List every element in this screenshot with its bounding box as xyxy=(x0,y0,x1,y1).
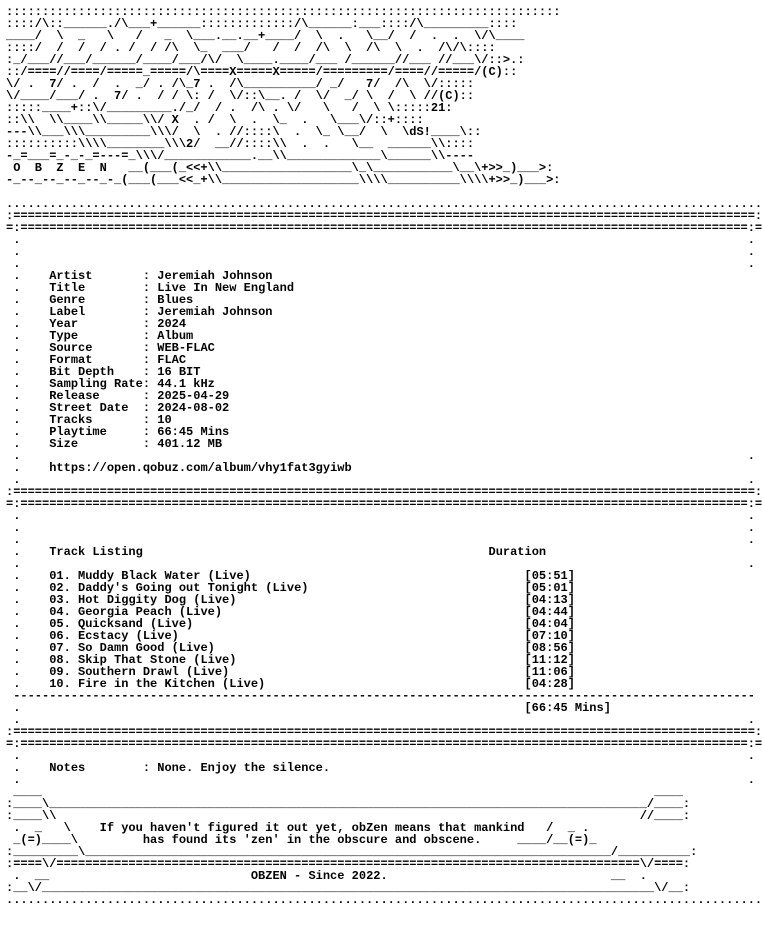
track-duration: [05:01] xyxy=(524,581,575,595)
track-row: . 10. Fire in the Kitchen (Live) [04:28] xyxy=(6,677,575,691)
track-duration: [04:28] xyxy=(524,677,575,691)
track-title: Ecstacy (Live) xyxy=(78,629,179,643)
release-field-label: Sampling Rate xyxy=(49,377,143,391)
banner-line: \/ . 7/ . / . _/ . /\_7 . /\__________/ _/ 7/ /\ \/::::: xyxy=(6,77,475,91)
release-field-label: Tracks xyxy=(49,413,143,427)
banner-line: ---\\___\\\_________\\\/ \ . //::::\ . \_ \__/ \ \dS!____\:: xyxy=(6,125,482,139)
release-field-label: Title xyxy=(49,281,143,295)
release-info-row: . Format : FLAC xyxy=(6,353,187,367)
track-number: 05. xyxy=(49,617,71,631)
track-number: 09. xyxy=(49,665,71,679)
banner-line: ____/ \ _ \ / _ \___.__.__+____/ \ . \__/ / . . \/\____ xyxy=(6,29,525,43)
track-number: 10. xyxy=(49,677,71,691)
banner-line: \/____/___/ . 7/ . / / \: / \/::\__. / \/ _/ \ / \ //(C):: xyxy=(6,89,475,103)
track-number: 04. xyxy=(49,605,71,619)
release-field-label: Size xyxy=(49,437,143,451)
track-row: . 05. Quicksand (Live) [04:04] xyxy=(6,617,575,631)
release-field-value: 66:45 Mins xyxy=(157,425,230,439)
track-number: 01. xyxy=(49,569,71,583)
release-info-row: . Year : 2024 xyxy=(6,317,187,331)
banner-line: -_=___=_-_-_=---=_\\\/____________.__\\_____________\______\\---- xyxy=(6,149,475,163)
release-field-label: Street Date xyxy=(49,401,143,415)
release-field-value: Album xyxy=(157,329,194,343)
release-field-label: Bit Depth xyxy=(49,365,143,379)
track-title: Skip That Stone (Live) xyxy=(78,653,237,667)
release-field-value: WEB-FLAC xyxy=(157,341,215,355)
track-number: 08. xyxy=(49,653,71,667)
release-field-value: 16 BIT xyxy=(157,365,201,379)
track-duration: [08:56] xyxy=(524,641,575,655)
track-title: Hot Diggity Dog (Live) xyxy=(78,593,237,607)
release-info-row: . Tracks : 10 xyxy=(6,413,172,427)
banner-line: ::\\ \\____\\_____\\/ X . / \ . \_ . \___\/::+:::: xyxy=(6,113,424,127)
release-field-label: Label xyxy=(49,305,143,319)
track-row: . 01. Muddy Black Water (Live) [05:51] xyxy=(6,569,575,583)
release-info-row: . Playtime : 66:45 Mins xyxy=(6,425,230,439)
release-field-label: Artist xyxy=(49,269,143,283)
track-row: . 08. Skip That Stone (Live) [11:12] xyxy=(6,653,575,667)
track-duration: [04:44] xyxy=(524,605,575,619)
release-field-label: Year xyxy=(49,317,143,331)
track-number: 02. xyxy=(49,581,71,595)
track-number: 06. xyxy=(49,629,71,643)
release-field-label: Release xyxy=(49,389,143,403)
track-row: . 03. Hot Diggity Dog (Live) [04:13] xyxy=(6,593,575,607)
release-info-row: . Sampling Rate: 44.1 kHz xyxy=(6,377,215,391)
track-row: . 09. Southern Drawl (Live) [11:06] xyxy=(6,665,575,679)
total-playtime: [66:45 Mins] xyxy=(524,701,611,715)
track-title: Quicksand (Live) xyxy=(78,617,194,631)
album-url: https://open.qobuz.com/album/vhy1fat3gyiwb xyxy=(49,461,352,475)
release-field-value: Jeremiah Johnson xyxy=(157,269,273,283)
release-info-row: . Bit Depth : 16 BIT xyxy=(6,365,201,379)
nfo-document: ::::::::::::::::::::::::::::::::::::::::::::::::::::::::::::::::::::::::::::: ::::/\::______./\___+______:::::::::::::/\______:___::::/\_________:::: ____/ \ _ \ / _ \___.__.__+____/ \ . \__/ / . . \/\____ ::::/ / / / . / / /\ \_ ___/ / / /\ \ /\ \ . /\/\:::: :_/___//___/______/____/___/\/ \____.____/___ /______//___ //___\/::>.: ::/====//====/=====_=====/\====X=====X=====/=========/====//=====/(C):: \/ . 7/ . / . _/ . /\_7 . /\__________/ _/ 7/ /\ \/::::: \/____/___/ . 7/ . / / \: / \/::\__. / \/ _/ \ / \ //(C):: :::::____+::\/_________./_/ / . /\ . \/ \ / \ \:::::21: ::\\ \\____\\_____\\/ X . / \ . \_ . \___\/::+:::: ---\\___\\\_________\\\/ \ . //::::\ . \_ \__/ \ \dS!____\:: ::::::::::\\\\________\\\2/ __//::::\\ . . \__ ______\\:::: -_=___=_-_-_=---=_\\\/____________.__\\_____________\______\\---- O B Z E N __(___(_<<+\\__________________\_\___________\__\+>>_)___>: -_--_--_--_--_-_(___(___<<_+\\___________________\\\\__________\\\\+>>_)___>: ......................................................................................................... :=======================================================================================================: =:=====================================================================================================:= . . . . . . . Artist : Jeremiah Johnson . Title : Live In New England . Genre : Blues . Label : Jeremiah Johnson . Year : 2024 . Type : Album . Source : WEB-FLAC . Format : FLAC . Bit Depth : 16 BIT . Sampling Rate: 44.1 kHz . Release : 2025-04-29 . Street Date : 2024-08-02 . Tracks : 10 . Playtime : 66:45 Mins . Size : 401.12 MB . . . https://open.qobuz.com/album/vhy1fat3gyiwb . . :=======================================================================================================: =:=====================================================================================================:= . . . . . . . Track Listing Duration . . . 01. Muddy Black Water (Live) [05:51] . 02. Daddy's Going out Tonight (Live) [05:01] . 03. Hot Diggity Dog (Live) [04:13] . 04. Georgia Peach (Live) [04:44] . 05. Quicksand (Live) [04:04] . 06. Ecstacy (Live) [07:10] . 07. So Damn Good (Live) [08:56] . 08. Skip That Stone (Live) [11:12] . 09. Southern Drawl (Live) [11:06] . 10. Fire in the Kitchen (Live) [04:28] ------------------------------------------------------------------------------------------------------- . [66:45 Mins] . . :=======================================================================================================: =:=====================================================================================================:= . . . Notes : None. Enjoy the silence. . . ____ ____ :____\___________________________________________________________________________________/____: :____\\ //____: . _ \ If you haven't figured it out yet, obZen means that mankind / _ . _(=)____\ has found its 'zen' in the obscure and obscene. ____/__(=)_ :_________\_________________________________________________________________________/__________: :====\/=================================================================================\/====: . __ OBZEN - Since 2022. __ . :__\/_____________________________________________________________________________________\/__: ......................................................................................................... xyxy=(6,5,762,907)
banner-line: ::::::::::\\\\________\\\2/ __//::::\\ . . \__ ______\\:::: xyxy=(6,137,475,151)
track-row: . 07. So Damn Good (Live) [08:56] xyxy=(6,641,575,655)
release-field-value: 2024-08-02 xyxy=(157,401,230,415)
release-info-row: . Source : WEB-FLAC xyxy=(6,341,215,355)
release-field-value: 10 xyxy=(157,413,172,427)
banner-line: ::::/ / / / . / / /\ \_ ___/ / / /\ \ /\ \ . /\/\:::: xyxy=(6,41,496,55)
release-field-label: Format xyxy=(49,353,143,367)
release-field-value: Jeremiah Johnson xyxy=(157,305,273,319)
banner-line: :::::____+::\/_________./_/ / . /\ . \/ \ / \ \:::::21: xyxy=(6,101,453,115)
duration-header: Duration xyxy=(488,545,547,559)
track-duration: [04:04] xyxy=(524,617,575,631)
track-row: . 04. Georgia Peach (Live) [04:44] xyxy=(6,605,575,619)
track-title: Muddy Black Water (Live) xyxy=(78,569,251,583)
release-field-label: Playtime xyxy=(49,425,143,439)
tracklist-header: Track Listing xyxy=(49,545,143,559)
release-field-value: 44.1 kHz xyxy=(157,377,215,391)
release-field-value: 2025-04-29 xyxy=(157,389,230,403)
release-info-row: . Size : 401.12 MB xyxy=(6,437,223,451)
release-field-value: 401.12 MB xyxy=(157,437,223,451)
track-title: Fire in the Kitchen (Live) xyxy=(78,677,266,691)
notes-label: Notes xyxy=(49,761,143,775)
banner-line: ::/====//====/=====_=====/\====X=====X=====/=========/====//=====/(C):: xyxy=(6,65,518,79)
track-number: 03. xyxy=(49,593,71,607)
footer-message-line-2: has found its 'zen' in the obscure and obscene. xyxy=(142,833,482,847)
release-field-label: Type xyxy=(49,329,143,343)
track-number: 07. xyxy=(49,641,71,655)
track-title: Daddy's Going out Tonight (Live) xyxy=(78,581,309,595)
track-title: Georgia Peach (Live) xyxy=(78,605,223,619)
release-field-value: Live In New England xyxy=(157,281,295,295)
banner-line: ::::/\::______./\___+______:::::::::::::/\______:___::::/\_________:::: xyxy=(6,17,518,31)
obzen-ascii-banner xyxy=(6,5,561,187)
release-info-row: . Street Date : 2024-08-02 xyxy=(6,401,230,415)
release-info-row: . Title : Live In New England xyxy=(6,281,295,295)
release-info-row: . Label : Jeremiah Johnson xyxy=(6,305,273,319)
track-row: . 06. Ecstacy (Live) [07:10] xyxy=(6,629,575,643)
track-duration: [11:12] xyxy=(524,653,575,667)
track-title: Southern Drawl (Live) xyxy=(78,665,230,679)
track-title: So Damn Good (Live) xyxy=(78,641,215,655)
release-field-value: Blues xyxy=(157,293,194,307)
banner-line: ::::::::::::::::::::::::::::::::::::::::::::::::::::::::::::::::::::::::::::: xyxy=(6,5,561,19)
release-field-label: Source xyxy=(49,341,143,355)
release-info-row: . Type : Album xyxy=(6,329,194,343)
footer-message-line-1: If you haven't figured it out yet, obZen means that mankind xyxy=(99,821,525,835)
release-field-value: FLAC xyxy=(157,353,187,367)
release-info-row: . Release : 2025-04-29 xyxy=(6,389,230,403)
track-duration: [05:51] xyxy=(524,569,575,583)
track-duration: [07:10] xyxy=(524,629,575,643)
release-field-label: Genre xyxy=(49,293,143,307)
notes-value: None. Enjoy the silence. xyxy=(157,761,331,775)
track-duration: [11:06] xyxy=(524,665,575,679)
banner-line: :_/___//___/______/____/___/\/ \____.____/___ /______//___ //___\/::>.: xyxy=(6,53,525,67)
banner-line: -_--_--_--_--_-_(___(___<<_+\\___________________\\\\__________\\\\+>>_)___>: xyxy=(6,173,561,187)
track-row: . 02. Daddy's Going out Tonight (Live) [05:01] xyxy=(6,581,575,595)
release-info-row: . Genre : Blues xyxy=(6,293,194,307)
obzen-signature: OBZEN - Since 2022. xyxy=(250,869,388,883)
banner-line: O B Z E N __(___(_<<+\\__________________\_\___________\__\+>>_)___>: xyxy=(6,161,554,175)
track-duration: [04:13] xyxy=(524,593,575,607)
release-field-value: 2024 xyxy=(157,317,187,331)
release-info-row: . Artist : Jeremiah Johnson xyxy=(6,269,273,283)
